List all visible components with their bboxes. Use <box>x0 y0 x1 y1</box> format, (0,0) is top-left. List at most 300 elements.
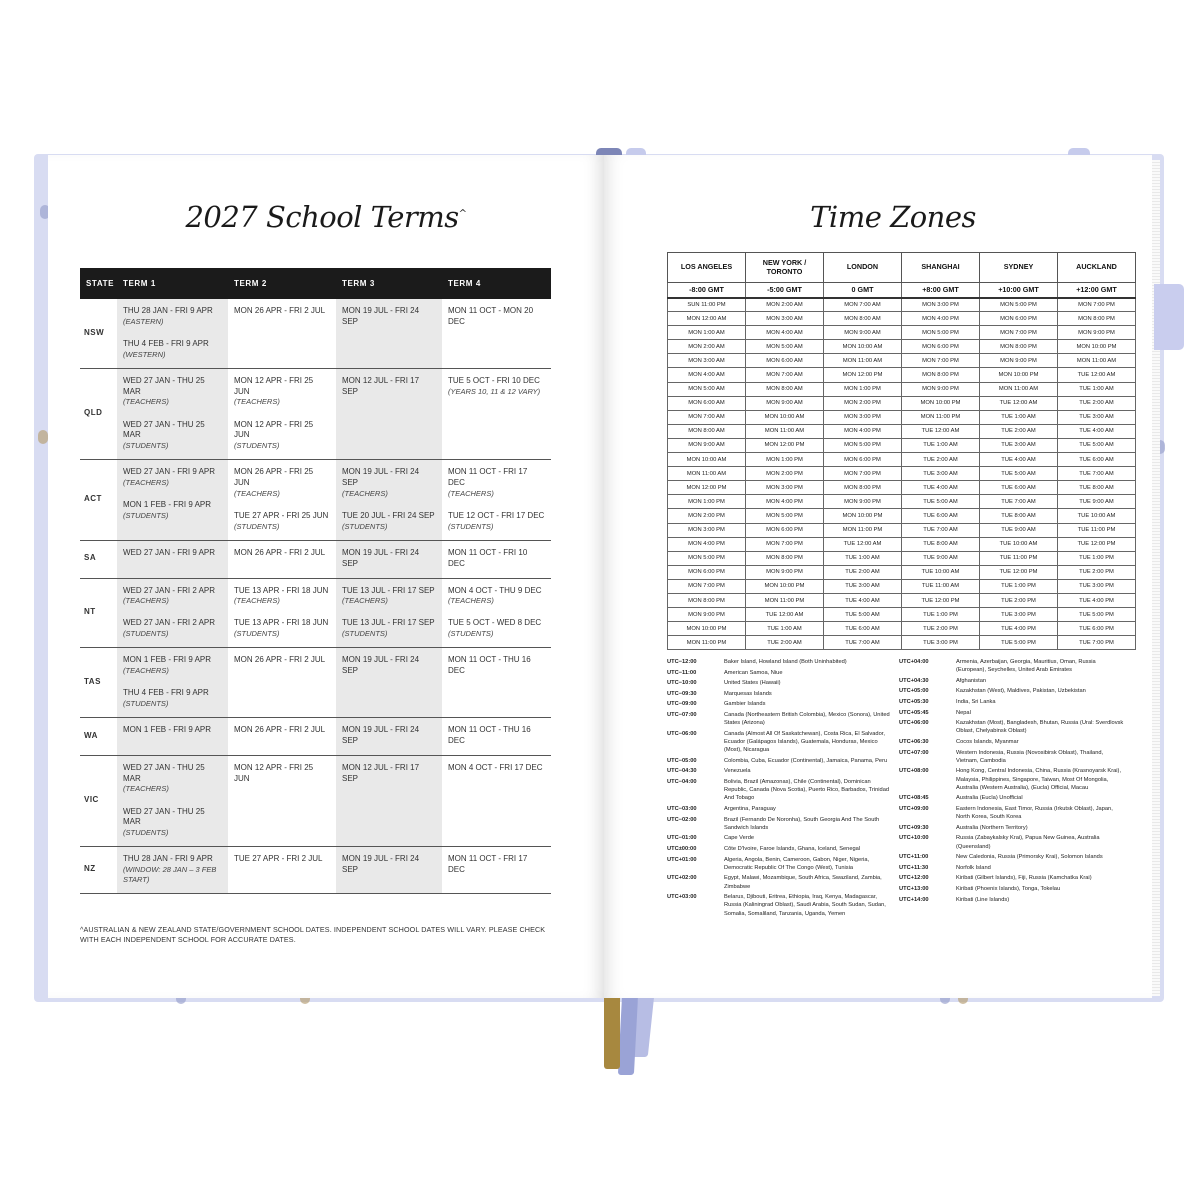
term-note: (STUDENTS) <box>234 441 280 451</box>
utc-places: Kiribati (Gilbert Islands), Fiji, Russia (Kamchatka Krai) <box>956 875 1092 882</box>
time-cell: TUE 4:00 AM <box>1058 424 1136 438</box>
term-dates: MON 12 JUL - FRI 17 SEP <box>342 375 420 396</box>
city-header: LONDON <box>824 253 902 283</box>
utc-entry <box>667 816 895 832</box>
time-cell: MON 3:00 PM <box>902 298 980 312</box>
time-cell: TUE 1:00 AM <box>824 551 902 565</box>
term-dates: TUE 27 APR - FRI 25 JUN <box>234 511 329 520</box>
utc-entry <box>899 824 1127 832</box>
term-note: (TEACHERS) <box>342 488 388 498</box>
utc-code: UTC+08:00 <box>899 768 929 775</box>
time-cell: TUE 12:00 AM <box>746 608 824 622</box>
time-cell: TUE 10:00 AM <box>1058 509 1136 523</box>
time-cell: MON 7:00 AM <box>824 298 902 312</box>
term-cell <box>228 460 336 541</box>
gmt-offset: +8:00 GMT <box>902 283 980 298</box>
time-cell: TUE 5:00 AM <box>902 495 980 509</box>
term-dates: MON 26 APR - FRI 2 JUL <box>234 655 326 665</box>
utc-places: Australia (Eucla) Unofficial <box>956 795 1023 802</box>
terms-table-row <box>80 755 551 846</box>
time-zones-table <box>667 252 1136 650</box>
utc-code: UTC−05:00 <box>667 757 697 764</box>
state-label: NZ <box>80 847 117 894</box>
time-cell: TUE 4:00 AM <box>824 593 902 607</box>
time-cell: MON 8:00 PM <box>746 551 824 565</box>
utc-places: Cape Verde <box>724 835 755 842</box>
term-dates: MON 19 JUL - FRI 24 SEP <box>342 655 420 676</box>
time-cell: TUE 5:00 PM <box>1058 608 1136 622</box>
time-cell: MON 10:00 AM <box>746 410 824 424</box>
term-note: (TEACHERS) <box>342 596 388 606</box>
term-cell <box>228 368 336 459</box>
time-cell: TUE 3:00 PM <box>1058 579 1136 593</box>
time-cell: MON 6:00 PM <box>902 340 980 354</box>
time-cell: MON 11:00 AM <box>824 354 902 368</box>
term-dates: WED 27 JAN - THU 25 MAR <box>123 419 205 440</box>
utc-code: UTC+05:00 <box>899 688 929 695</box>
state-label: NSW <box>80 299 117 368</box>
term-note: (STUDENTS) <box>234 521 280 531</box>
term-cell <box>228 578 336 648</box>
time-cell: MON 9:00 AM <box>824 326 902 340</box>
term-note: (TEACHERS) <box>234 488 280 498</box>
time-cell: MON 4:00 PM <box>746 495 824 509</box>
utc-places: Hong Kong, Central Indonesia, China, Russia (Krasnoyarsk Krai), Malaysia, Philippines, Singapore, Taiwan, Most Of Mongolia, Australia (Western Australia), (Eucla) Official, Macau <box>956 768 1122 791</box>
term-dates: MON 11 OCT - FRI 17 DEC <box>448 854 528 875</box>
time-cell: MON 10:00 PM <box>668 622 746 636</box>
time-cell: MON 6:00 PM <box>824 453 902 467</box>
term-cell <box>228 718 336 756</box>
term-entry-gap <box>123 408 222 420</box>
terms-table-row <box>80 299 551 368</box>
utc-entry <box>899 738 1127 746</box>
term-note: (TEACHERS) <box>123 478 169 488</box>
utc-code: UTC+07:00 <box>899 749 929 756</box>
gmt-offset-row <box>668 283 1136 298</box>
time-zones-body <box>668 283 1136 650</box>
time-cell: MON 6:00 PM <box>746 523 824 537</box>
time-cell: MON 11:00 AM <box>980 382 1058 396</box>
utc-code: UTC+12:00 <box>899 875 929 882</box>
time-cell: MON 7:00 AM <box>668 410 746 424</box>
time-cell: MON 4:00 PM <box>824 424 902 438</box>
term-dates: TUE 13 APR - FRI 18 JUN <box>234 618 329 628</box>
utc-entry <box>899 767 1127 792</box>
term-dates: TUE 13 JUL - FRI 17 SEP <box>342 618 435 628</box>
utc-entry <box>899 698 1127 706</box>
time-cell: MON 5:00 PM <box>980 298 1058 312</box>
index-tab[interactable] <box>1154 284 1184 350</box>
utc-code: UTC+11:00 <box>899 854 929 861</box>
state-label: TAS <box>80 648 117 718</box>
utc-places: Russia (Zabaykalsky Krai), Papua New Guinea, Australia (Queensland) <box>956 835 1100 850</box>
term-dates: MON 11 OCT - MON 20 DEC <box>448 306 534 326</box>
term-dates: MON 19 JUL - FRI 24 SEP <box>342 467 420 488</box>
term-note: (TEACHERS) <box>448 488 494 498</box>
time-row <box>668 382 1136 396</box>
utc-places: Afghanistan <box>956 677 987 684</box>
term-cell <box>117 299 228 368</box>
term-cell <box>228 755 336 846</box>
time-cell: TUE 1:00 AM <box>1058 382 1136 396</box>
utc-code: UTC−07:00 <box>667 711 697 718</box>
time-cell: MON 11:00 AM <box>746 424 824 438</box>
term-entry-gap <box>123 795 222 807</box>
time-cell: TUE 12:00 AM <box>902 424 980 438</box>
utc-entry <box>899 687 1127 695</box>
terms-table-row <box>80 718 551 756</box>
state-label: WA <box>80 718 117 756</box>
terms-table-row <box>80 540 551 578</box>
term-cell <box>336 718 442 756</box>
term-dates: MON 1 FEB - FRI 9 APR <box>123 725 212 735</box>
gmt-offset: -8:00 GMT <box>668 283 746 298</box>
term-dates: WED 27 JAN - THU 25 MAR <box>123 762 205 783</box>
time-row <box>668 481 1136 495</box>
time-cell: TUE 12:00 AM <box>980 396 1058 410</box>
time-row <box>668 354 1136 368</box>
utc-code: UTC−06:00 <box>667 730 697 737</box>
time-row <box>668 495 1136 509</box>
utc-entry <box>667 730 895 755</box>
term-dates: THU 28 JAN - FRI 9 APR <box>123 854 213 864</box>
time-cell: TUE 2:00 AM <box>902 453 980 467</box>
utc-code: UTC−09:30 <box>667 690 697 697</box>
terms-column-header: TERM 2 <box>228 268 336 299</box>
time-cell: TUE 4:00 PM <box>1058 593 1136 607</box>
time-row <box>668 636 1136 650</box>
term-note: (STUDENTS) <box>123 828 169 838</box>
state-label: QLD <box>80 368 117 459</box>
term-cell <box>336 460 442 541</box>
utc-places: Colombia, Cuba, Ecuador (Continental), Jamaica, Panama, Peru <box>724 757 888 764</box>
school-terms-table <box>80 268 551 894</box>
utc-places: Armenia, Azerbaijan, Georgia, Mauritius, Oman, Russia (European), Seychelles, United Arab Emirates <box>956 659 1096 674</box>
term-dates: MON 11 OCT - FRI 10 DEC <box>448 547 528 568</box>
gmt-offset: +12:00 GMT <box>1058 283 1136 298</box>
time-zones-city-row <box>668 253 1136 283</box>
time-cell: MON 1:00 PM <box>668 495 746 509</box>
utc-places: Cocos Islands, Myanmar <box>956 738 1019 745</box>
term-note: (TEACHERS) <box>234 397 280 407</box>
term-note: (STUDENTS) <box>123 629 169 639</box>
time-cell: MON 8:00 PM <box>980 340 1058 354</box>
utc-places: Venezuela <box>724 768 751 775</box>
time-cell: MON 9:00 PM <box>980 354 1058 368</box>
terms-table-row <box>80 460 551 541</box>
term-dates: MON 19 JUL - FRI 24 SEP <box>342 547 420 568</box>
utc-offsets-list-left <box>667 658 895 920</box>
utc-entry <box>667 834 895 842</box>
time-row <box>668 298 1136 312</box>
bookmark-ribbon[interactable] <box>604 995 620 1069</box>
term-note: (STUDENTS) <box>342 629 388 639</box>
time-cell: TUE 8:00 AM <box>1058 481 1136 495</box>
utc-places: United States (Hawaii) <box>724 680 781 687</box>
terms-table-row <box>80 368 551 459</box>
time-cell: TUE 3:00 AM <box>902 467 980 481</box>
utc-entry <box>667 679 895 687</box>
utc-code: UTC−12:00 <box>667 659 697 665</box>
gmt-offset: -5:00 GMT <box>746 283 824 298</box>
term-cell <box>442 578 551 648</box>
utc-code: UTC−09:00 <box>667 701 697 708</box>
term-cell <box>442 540 551 578</box>
time-cell: MON 4:00 AM <box>668 368 746 382</box>
time-cell: MON 4:00 PM <box>902 312 980 326</box>
time-row <box>668 326 1136 340</box>
utc-code: UTC+02:00 <box>667 875 697 882</box>
state-label: SA <box>80 540 117 578</box>
time-cell: TUE 7:00 AM <box>824 636 902 650</box>
utc-places: Norfolk Island <box>956 864 991 871</box>
utc-entry <box>667 757 895 765</box>
terms-column-header: TERM 1 <box>117 268 228 299</box>
time-cell: TUE 2:00 AM <box>746 636 824 650</box>
utc-entry <box>667 893 895 918</box>
utc-entry <box>667 711 895 727</box>
time-cell: TUE 1:00 AM <box>980 410 1058 424</box>
time-cell: MON 9:00 PM <box>902 382 980 396</box>
term-cell <box>117 847 228 894</box>
utc-entry <box>667 856 895 872</box>
term-dates: TUE 13 JUL - FRI 17 SEP <box>342 585 435 595</box>
time-cell: MON 1:00 PM <box>746 453 824 467</box>
term-note: (STUDENTS) <box>123 441 169 451</box>
time-cell: TUE 3:00 AM <box>980 438 1058 452</box>
utc-places: India, Sri Lanka <box>956 698 996 705</box>
term-dates: MON 26 APR - FRI 2 JUL <box>234 306 326 315</box>
utc-places: Algeria, Angola, Benin, Cameroon, Gabon, Niger, Nigeria, Democratic Republic Of The Congo (West), Tunisia <box>724 856 870 871</box>
utc-code: UTC+09:00 <box>899 805 929 812</box>
term-dates: MON 12 APR - FRI 25 JUN <box>234 375 314 396</box>
time-cell: MON 5:00 PM <box>902 326 980 340</box>
gmt-offset: +10:00 GMT <box>980 283 1058 298</box>
time-cell: MON 1:00 PM <box>824 382 902 396</box>
time-cell: MON 4:00 AM <box>746 326 824 340</box>
utc-places: Canada (Northeastern British Colombia), Mexico (Sonora), United States (Arizona) <box>724 711 890 727</box>
time-zones-title: Time Zones <box>810 200 976 234</box>
term-entry-gap <box>123 606 222 618</box>
time-row <box>668 523 1136 537</box>
term-cell <box>336 755 442 846</box>
time-cell: MON 7:00 PM <box>902 354 980 368</box>
term-dates: THU 4 FEB - FRI 9 APR <box>123 338 209 348</box>
time-cell: TUE 4:00 PM <box>980 622 1058 636</box>
state-label: VIC <box>80 755 117 846</box>
utc-places: Kazakhstan (West), Maldives, Pakistan, Uzbekistan <box>956 688 1086 695</box>
time-cell: TUE 2:00 PM <box>902 622 980 636</box>
city-header: LOS ANGELES <box>668 253 746 283</box>
utc-code: UTC+01:00 <box>667 856 697 863</box>
utc-code: UTC+06:30 <box>899 738 929 745</box>
time-cell: MON 11:00 PM <box>668 636 746 650</box>
utc-places: Australia (Northern Territory) <box>956 824 1028 831</box>
state-label: NT <box>80 578 117 648</box>
term-dates: TUE 20 JUL - FRI 24 SEP <box>342 511 435 520</box>
time-cell: TUE 12:00 AM <box>1058 368 1136 382</box>
time-cell: TUE 1:00 AM <box>902 438 980 452</box>
term-entry-gap <box>448 606 545 618</box>
time-cell: TUE 9:00 AM <box>902 551 980 565</box>
time-cell: MON 9:00 PM <box>746 565 824 579</box>
utc-offsets-list-right <box>899 658 1127 906</box>
time-cell: TUE 1:00 PM <box>1058 551 1136 565</box>
time-cell: MON 11:00 PM <box>824 523 902 537</box>
time-cell: MON 11:00 AM <box>668 467 746 481</box>
utc-code: UTC+13:00 <box>899 885 929 892</box>
time-cell: TUE 11:00 PM <box>1058 523 1136 537</box>
utc-code: UTC+03:00 <box>667 894 697 901</box>
utc-entry <box>667 669 895 677</box>
time-cell: MON 10:00 PM <box>1058 340 1136 354</box>
time-cell: MON 7:00 PM <box>668 579 746 593</box>
utc-entry <box>667 778 895 803</box>
time-cell: MON 2:00 AM <box>746 298 824 312</box>
time-cell: MON 5:00 PM <box>668 551 746 565</box>
term-note: (TEACHERS) <box>123 784 169 794</box>
time-cell: TUE 6:00 AM <box>824 622 902 636</box>
term-dates: MON 11 OCT - THU 16 DEC <box>448 655 531 676</box>
utc-code: UTC+11:30 <box>899 864 929 871</box>
utc-places: Argentina, Paraguay <box>724 805 776 812</box>
time-cell: MON 7:00 PM <box>746 537 824 551</box>
term-cell <box>336 648 442 718</box>
time-row <box>668 622 1136 636</box>
term-dates: MON 4 OCT - FRI 17 DEC <box>448 762 543 772</box>
time-cell: MON 10:00 AM <box>668 453 746 467</box>
time-cell: MON 9:00 AM <box>746 396 824 410</box>
term-entry-gap <box>123 488 222 500</box>
time-cell: TUE 9:00 AM <box>980 523 1058 537</box>
time-cell: MON 1:00 AM <box>668 326 746 340</box>
term-dates: WED 27 JAN - FRI 2 APR <box>123 585 216 595</box>
time-cell: MON 2:00 PM <box>746 467 824 481</box>
term-cell <box>117 755 228 846</box>
utc-entry <box>899 834 1127 850</box>
term-note: (STUDENTS) <box>448 629 494 639</box>
time-cell: MON 10:00 AM <box>824 340 902 354</box>
time-cell: TUE 12:00 AM <box>824 537 902 551</box>
time-cell: TUE 11:00 PM <box>980 551 1058 565</box>
utc-places: Belarus, Djibouti, Eritrea, Ethiopia, Iraq, Kenya, Madagascar, Russia (Kaliningrad Oblast), Saudi Arabia, South Sudan, Sudan, Somalia, Somaliland, Tanzania, Uganda, Yemen <box>724 894 886 917</box>
time-row <box>668 312 1136 326</box>
term-dates: MON 26 APR - FRI 2 JUL <box>234 725 326 735</box>
term-cell <box>228 540 336 578</box>
term-note: (STUDENTS) <box>234 629 280 639</box>
time-cell: MON 9:00 PM <box>1058 326 1136 340</box>
time-cell: TUE 10:00 AM <box>902 565 980 579</box>
term-cell <box>336 368 442 459</box>
term-note: (STUDENTS) <box>342 521 388 531</box>
time-row <box>668 453 1136 467</box>
utc-places: Gambier Islands <box>724 701 766 708</box>
time-cell: MON 10:00 PM <box>902 396 980 410</box>
time-cell: MON 3:00 AM <box>746 312 824 326</box>
time-cell: MON 4:00 PM <box>668 537 746 551</box>
time-cell: MON 9:00 PM <box>824 495 902 509</box>
time-cell: MON 3:00 PM <box>824 410 902 424</box>
time-row <box>668 579 1136 593</box>
term-dates: MON 11 OCT - FRI 17 DEC <box>448 467 528 488</box>
time-cell: TUE 2:00 AM <box>1058 396 1136 410</box>
time-cell: MON 10:00 PM <box>980 368 1058 382</box>
utc-code: UTC+04:00 <box>899 659 929 665</box>
utc-entry <box>899 896 1127 904</box>
time-cell: MON 6:00 AM <box>746 354 824 368</box>
term-note: (WESTERN) <box>123 349 166 359</box>
terms-column-header: TERM 4 <box>442 268 551 299</box>
school-terms-body <box>80 299 551 894</box>
time-cell: TUE 1:00 PM <box>980 579 1058 593</box>
utc-places: Nepal <box>956 709 971 716</box>
term-cell <box>117 540 228 578</box>
term-cell <box>442 847 551 894</box>
time-row <box>668 396 1136 410</box>
time-cell: MON 12:00 AM <box>668 312 746 326</box>
term-cell <box>228 299 336 368</box>
term-entry-gap <box>234 499 330 511</box>
time-cell: TUE 8:00 AM <box>980 509 1058 523</box>
time-cell: TUE 5:00 PM <box>980 636 1058 650</box>
time-cell: MON 5:00 PM <box>746 509 824 523</box>
term-dates: MON 1 FEB - FRI 9 APR <box>123 655 212 665</box>
time-cell: MON 10:00 PM <box>824 509 902 523</box>
terms-table-row <box>80 648 551 718</box>
utc-code: UTC−04:30 <box>667 768 697 775</box>
time-cell: MON 8:00 AM <box>746 382 824 396</box>
term-note: (TEACHERS) <box>234 596 280 606</box>
term-dates: WED 27 JAN - THU 25 MAR <box>123 375 205 396</box>
utc-entry <box>667 658 895 666</box>
bookmark-ribbon[interactable] <box>618 995 638 1075</box>
term-cell <box>336 299 442 368</box>
school-terms-title-text: 2027 School Terms <box>185 200 459 234</box>
time-cell: MON 12:00 PM <box>824 368 902 382</box>
term-dates: MON 12 JUL - FRI 17 SEP <box>342 762 420 783</box>
terms-column-header: STATE <box>80 268 117 299</box>
term-note: (STUDENTS) <box>123 699 169 709</box>
utc-entry <box>899 719 1127 735</box>
time-cell: MON 6:00 PM <box>980 312 1058 326</box>
term-entry-gap <box>234 408 330 420</box>
term-cell <box>117 578 228 648</box>
term-dates: THU 4 FEB - FRI 9 APR <box>123 688 209 698</box>
time-cell: MON 6:00 AM <box>668 396 746 410</box>
time-cell: MON 12:00 PM <box>668 481 746 495</box>
time-cell: TUE 2:00 AM <box>824 565 902 579</box>
time-cell: MON 2:00 AM <box>668 340 746 354</box>
time-cell: TUE 2:00 PM <box>980 593 1058 607</box>
utc-code: UTC+09:30 <box>899 824 929 831</box>
term-cell <box>228 648 336 718</box>
time-cell: TUE 12:00 PM <box>1058 537 1136 551</box>
term-dates: MON 19 JUL - FRI 24 SEP <box>342 306 420 326</box>
utc-entry <box>667 700 895 708</box>
term-note: (STUDENTS) <box>123 511 169 520</box>
term-cell <box>228 847 336 894</box>
utc-entry <box>899 677 1127 685</box>
term-dates: MON 19 JUL - FRI 24 SEP <box>342 725 420 745</box>
time-cell: MON 8:00 PM <box>824 481 902 495</box>
time-cell: MON 6:00 PM <box>668 565 746 579</box>
utc-entry <box>899 874 1127 882</box>
term-dates: MON 26 APR - FRI 2 JUL <box>234 547 326 557</box>
utc-places: Marquesas Islands <box>724 690 772 697</box>
utc-entry <box>899 749 1127 765</box>
time-row <box>668 593 1136 607</box>
utc-entry <box>899 864 1127 872</box>
